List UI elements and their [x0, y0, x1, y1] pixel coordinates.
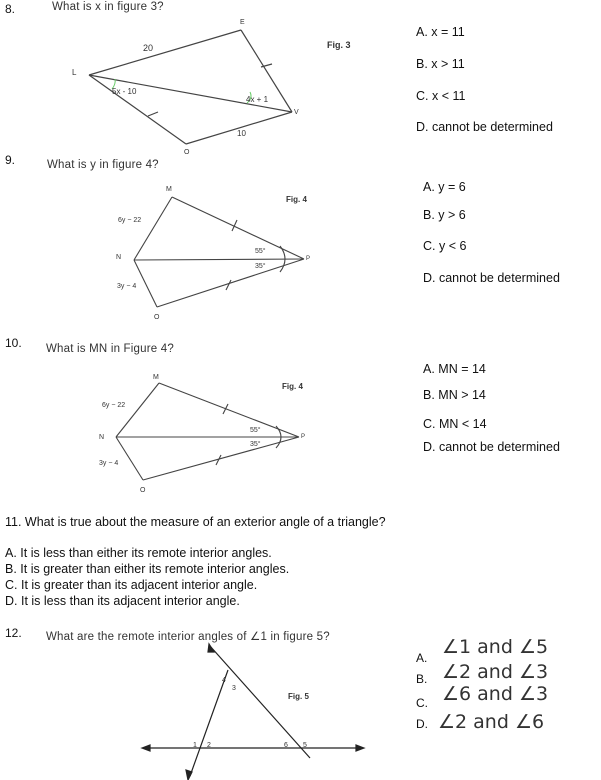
vertex-label-l: L [72, 68, 77, 77]
question-text: 11. What is true about the measure of an exterior angle of a triangle? [5, 515, 386, 529]
option-letter-a: A. [416, 651, 428, 665]
segment-mn [134, 197, 172, 260]
vertex-label-m: M [166, 186, 172, 193]
option-c: C. It is greater than its adjacent interior angle. [5, 578, 258, 592]
option-d: D. cannot be determined [423, 440, 560, 454]
option-c: C. x < 11 [416, 89, 466, 103]
option-d: D. cannot be determined [423, 271, 560, 285]
option-letter-b: B. [416, 672, 428, 686]
side-label-lv-left: 5x - 10 [112, 87, 137, 96]
question-number: 8. [5, 2, 16, 16]
side-label-ov: 10 [237, 129, 246, 138]
angle-label-3: 3 [232, 685, 236, 692]
option-a: ∠1 and ∠5 [442, 636, 549, 658]
segment-mp [172, 197, 304, 259]
angle-label-top: 55° [250, 427, 261, 434]
line-right [210, 646, 310, 758]
figure-3 [60, 12, 351, 156]
figure-caption: Fig. 4 [282, 382, 303, 391]
segment-no [116, 437, 143, 480]
vertex-label-v: V [294, 109, 299, 116]
figure-4 [110, 180, 330, 325]
option-c: ∠6 and ∠3 [442, 683, 549, 705]
angle-label-bottom: 35° [255, 263, 266, 270]
vertex-label-p: P [306, 256, 311, 262]
option-b: B. MN > 14 [423, 388, 486, 402]
question-text: What is MN in Figure 4? [46, 343, 174, 355]
option-letter-d: D. [416, 717, 428, 731]
question-number: 12. [5, 626, 22, 640]
option-a: A. x = 11 [416, 25, 465, 39]
arrowhead-bottom [186, 770, 192, 780]
segment-no [134, 260, 157, 307]
tick-mark [226, 280, 231, 290]
angle-label-5: 5 [303, 742, 307, 749]
option-d: D. cannot be determined [416, 120, 553, 134]
side-label-no: 3y − 4 [117, 283, 137, 290]
option-a: A. MN = 14 [423, 362, 486, 376]
side-label-no: 3y − 4 [99, 460, 119, 467]
vertex-label-n: N [116, 254, 122, 261]
option-b: B. y > 6 [423, 208, 466, 222]
figure-4 [95, 368, 325, 496]
option-b: B. It is greater than either its remote interior angles. [5, 562, 290, 576]
segment-op [143, 437, 299, 480]
option-d: ∠2 and ∠6 [438, 711, 545, 733]
vertex-label-p: P [301, 434, 306, 440]
vertex-label-n: N [99, 434, 105, 441]
angle-label-4: 4 [222, 677, 226, 684]
option-a: A. It is less than either its remote interior angles. [5, 546, 272, 560]
angle-label-6: 6 [284, 742, 288, 749]
vertex-label-o: O [154, 314, 160, 321]
option-c: C. y < 6 [423, 239, 467, 253]
question-text: What is y in figure 4? [47, 159, 159, 171]
figure-5 [138, 640, 368, 780]
angle-label-bottom: 35° [250, 441, 261, 448]
vertex-label-o: O [140, 487, 146, 494]
vertex-label-o: O [184, 149, 190, 156]
vertex-label-m: M [153, 374, 159, 381]
question-number: 10. [5, 336, 22, 350]
arrowhead-top [208, 644, 214, 652]
figure-caption: Fig. 5 [288, 692, 309, 701]
figure-caption: Fig. 3 [327, 40, 351, 50]
option-c: C. MN < 14 [423, 417, 487, 431]
tick-mark [148, 112, 158, 116]
side-label-mn: 6y − 22 [118, 217, 142, 224]
side-label-le: 20 [143, 43, 154, 53]
vertex-label-e: E [240, 19, 245, 26]
question-text: What is x in figure 3? [52, 1, 164, 13]
segment-op [157, 259, 304, 307]
arrowhead-left [142, 745, 150, 751]
option-b: ∠2 and ∠3 [442, 661, 549, 683]
side-label-lv-right: 4x + 1 [246, 95, 269, 104]
segment-ol [89, 75, 186, 144]
line-left [190, 670, 228, 776]
angle-label-1: 1 [193, 742, 197, 749]
question-number: 9. [5, 153, 16, 167]
option-a: A. y = 6 [423, 180, 466, 194]
option-d: D. It is less than its adjacent interior angle. [5, 594, 240, 608]
figure-caption: Fig. 4 [286, 195, 307, 204]
segment-np [134, 259, 304, 260]
angle-label-2: 2 [207, 742, 211, 749]
segment-le [89, 30, 241, 75]
segment-mn [116, 383, 159, 437]
arrowhead-right [356, 745, 364, 751]
segment-vo [186, 112, 292, 144]
angle-label-top: 55° [255, 248, 266, 255]
side-label-mn: 6y − 22 [102, 402, 126, 409]
question-text: What are the remote interior angles of ∠1 in figure 5? [46, 631, 330, 643]
option-b: B. x > 11 [416, 57, 465, 71]
option-letter-c: C. [416, 696, 428, 710]
